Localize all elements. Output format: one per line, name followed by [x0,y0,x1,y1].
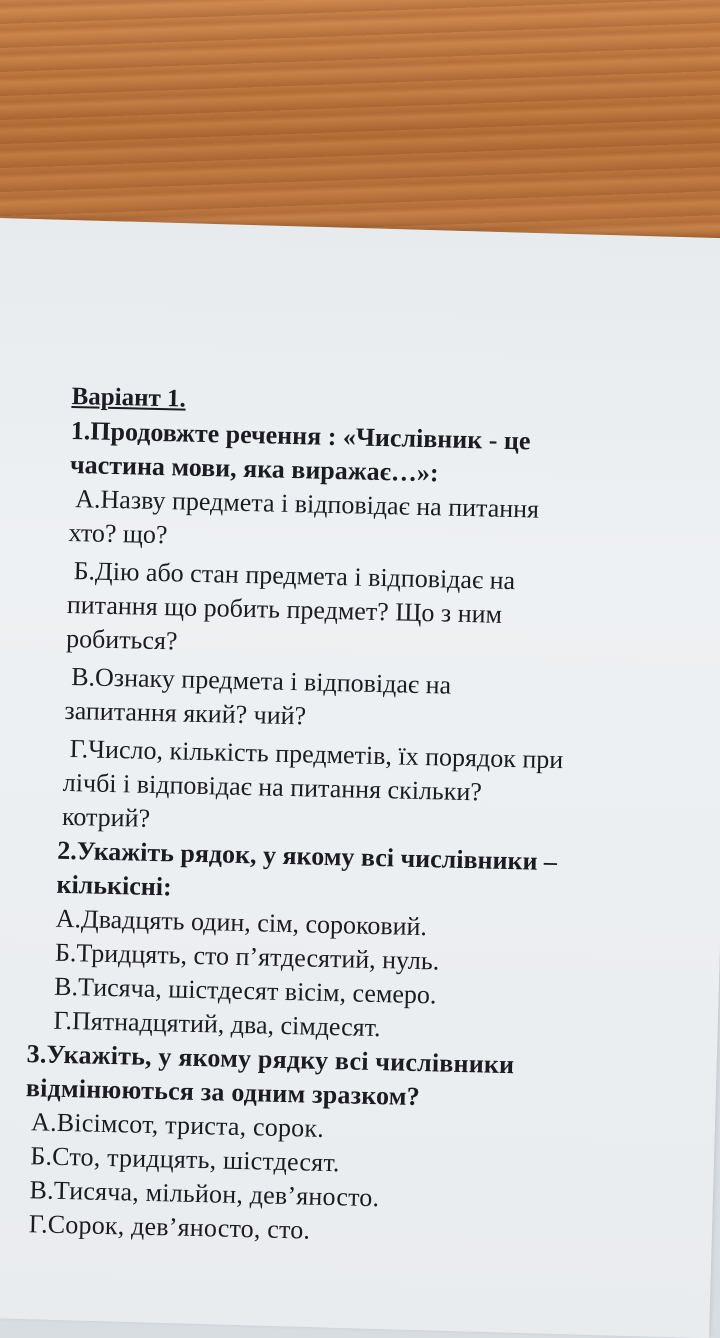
option-line: питання що робить предмет? Що з ним [66,589,503,629]
variant-title: Варіант 1. [71,382,187,413]
question-2 [53,834,701,1053]
question-2-option: В.Тисяча, шістдесят вісім, семеро. [53,971,437,1010]
option-line: Г.Число, кількість предметів, їх порядок при [69,734,564,775]
question-3-option: В.Тисяча, мільйон, дев’яносто. [29,1175,380,1213]
question-1-option-g [62,732,704,848]
option-line: лічбі і відповідає на питання скільки? [62,767,483,807]
question-2-line-2: кількісні: [56,869,173,902]
question-2-line-1: 2.Укажіть рядок, у якому всі числівники – [56,835,558,877]
question-1 [62,414,711,848]
question-1-line-1: 1.Продовжте речення : «Числівник - це [70,415,531,456]
question-2-option: А.Двадцять один, сім, сороковий. [55,903,428,942]
option-line: В.Ознаку предмета і відповідає на [70,662,452,700]
question-1-option-a [68,482,709,565]
question-3-line-2: відмінюються за одним зразком? [25,1073,421,1112]
question-3-option: Б.Сто, тридцять, шістдесят. [30,1141,341,1178]
question-2-option: Г.Пятнадцятий, два, сімдесят. [53,1005,381,1043]
option-line: котрий? [61,801,151,833]
question-3-option: А.Вісімсот, триста, сорок. [30,1107,325,1143]
option-line: хто? що? [68,517,168,550]
question-1-line-2: частина мови, яка виражає…»: [69,449,439,488]
question-1-option-v [64,660,705,743]
question-2-option: Б.Тридцять, сто п’ятдесятий, нуль. [54,937,440,976]
option-line: робиться? [65,623,178,656]
question-3-option: Г.Сорок, дев’яносто, сто. [28,1209,311,1245]
question-1-option-b [66,554,708,670]
option-line: запитання який? чий? [64,695,307,731]
question-3-line-1: 3.Укажіть, у якому рядку всі числівники [26,1039,515,1080]
worksheet-text [25,380,711,1256]
option-line: А.Назву предмета і відповідає на питання [74,484,540,524]
question-3 [22,1037,696,1256]
option-line: Б.Дію або стан предмета і відповідає на [73,556,516,596]
